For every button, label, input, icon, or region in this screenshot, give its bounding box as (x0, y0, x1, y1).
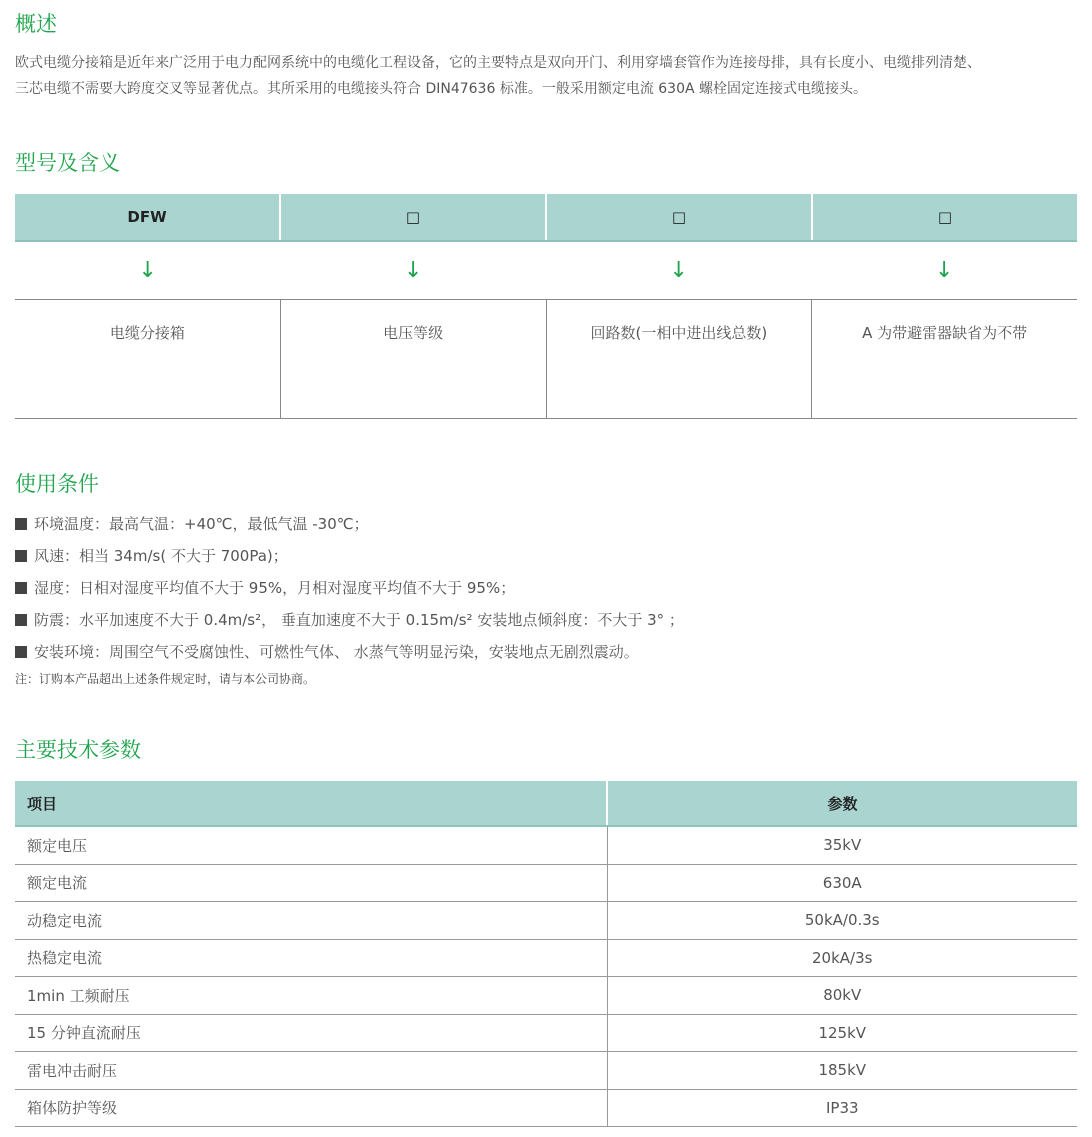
list-item: 防震：水平加速度不大于 0.4m/s²， 垂直加速度不大于 0.15m/s² 安装地点倾斜度：不大于 3° ； (15, 607, 684, 639)
params-title: 主要技术参数 (15, 738, 141, 762)
square-bullet-icon (15, 582, 27, 594)
model-title: 型号及含义 (15, 151, 120, 175)
table-row: 15 分钟直流耐压 125kV (15, 1014, 1077, 1052)
overview-title: 概述 (15, 12, 57, 36)
square-bullet-icon (15, 518, 27, 530)
list-item: 风速：相当 34m/s( 不大于 700Pa)； (15, 543, 684, 575)
arrow-down-icon: ↓ (404, 257, 423, 283)
model-code-cell: □ (937, 208, 953, 226)
conditions-list (15, 511, 684, 671)
arrow-down-icon: ↓ (669, 257, 688, 283)
square-bullet-icon (15, 646, 27, 658)
table-header-row (15, 781, 1077, 826)
square-bullet-icon (15, 550, 27, 562)
table-row: 箱体防护等级 IP33 (15, 1089, 1077, 1127)
model-code-cell: □ (281, 194, 547, 240)
conditions-title: 使用条件 (15, 472, 99, 496)
list-item: 安装环境：周围空气不受腐蚀性、可燃性气体、 水蒸气等明显污染，安装地点无剧烈震动。 (15, 639, 684, 671)
model-meaning-cell: 电压等级 (281, 300, 547, 418)
model-code-row (15, 194, 1077, 242)
square-bullet-icon (15, 614, 27, 626)
table-row: 额定电压 35kV (15, 826, 1077, 864)
list-item: 环境温度：最高气温：+40℃，最低气温 -30℃； (15, 511, 684, 543)
conditions-note: 注：订购本产品超出上述条件规定时，请与本公司协商。 (15, 672, 316, 686)
model-arrow-row (15, 252, 1077, 288)
model-code-cell: □ (547, 194, 813, 240)
table-row: 热稳定电流 20kA/3s (15, 939, 1077, 977)
table-row: 动稳定电流 50kA/0.3s (15, 902, 1077, 940)
table-row: 雷电冲击耐压 185kV (15, 1052, 1077, 1090)
table-row: 额定电流 630A (15, 864, 1077, 902)
model-meaning-cell: A 为带避雷器缺省为不带 (862, 324, 1028, 342)
arrow-down-icon: ↓ (935, 257, 954, 283)
column-header-value: 参数 (607, 781, 1077, 826)
model-meaning-row (15, 299, 1077, 419)
params-table (15, 781, 1077, 1127)
model-meaning-cell: 回路数(一相中进出线总数) (547, 300, 813, 418)
model-meaning-cell: 电缆分接箱 (15, 300, 281, 418)
overview-line-2: 三芯电缆不需要大跨度交叉等显著优点。其所采用的电缆接头符合 DIN47636 标准。一般采用额定电流 630A 螺栓固定连接式电缆接头。 (15, 81, 868, 97)
arrow-down-icon: ↓ (138, 257, 157, 283)
table-row: 1min 工频耐压 80kV (15, 977, 1077, 1015)
list-item: 湿度：日相对湿度平均值不大于 95%，月相对湿度平均值不大于 95%； (15, 575, 684, 607)
model-code-cell: DFW (15, 194, 281, 240)
overview-line-1: 欧式电缆分接箱是近年来广泛用于电力配网系统中的电缆化工程设备，它的主要特点是双向开门、利用穿墙套管作为连接母排，具有长度小、电缆排列清楚、 (15, 55, 981, 71)
column-header-item: 项目 (15, 781, 607, 826)
overview-paragraph (15, 50, 1083, 102)
